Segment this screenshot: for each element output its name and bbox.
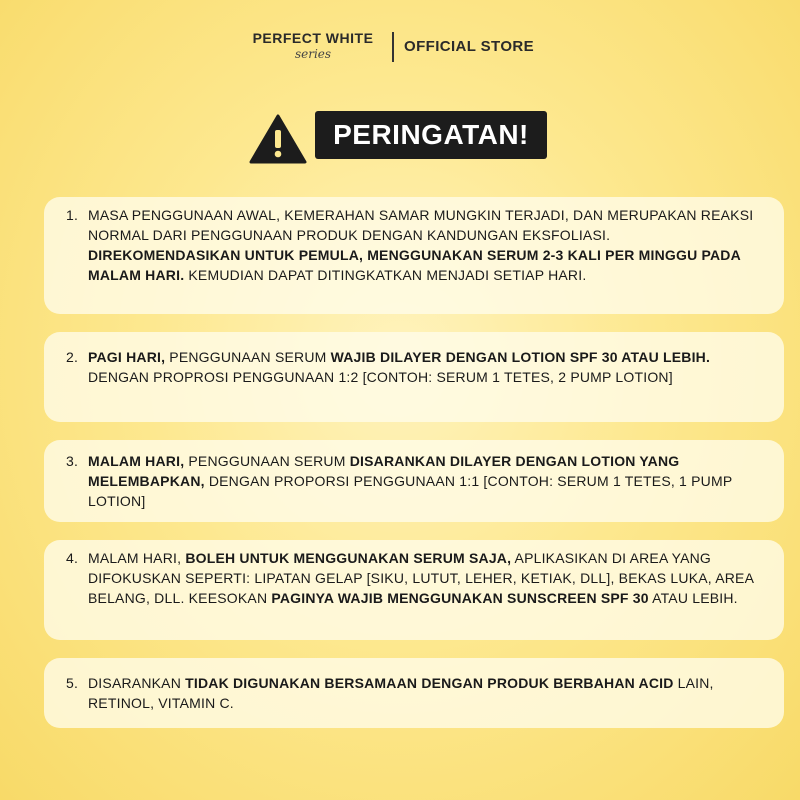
item-text-regular: MALAM HARI, [88, 550, 186, 566]
item-text-bold: MALAM HARI, [88, 453, 185, 469]
brand-subtitle: series [294, 47, 332, 61]
item-text-regular: DENGAN PROPROSI PENGGUNAAN 1:2 [CONTOH: SERUM 1 TETES, 2 PUMP LOTION] [88, 369, 673, 385]
item-text [88, 205, 764, 314]
item-text-regular: DISARANKAN [88, 675, 186, 691]
item-text [88, 451, 764, 522]
item-text [88, 673, 764, 728]
warning-item-3 [44, 440, 784, 522]
item-text-bold: PAGI HARI, [88, 349, 166, 365]
warning-item-2 [44, 332, 784, 422]
item-number: 5. [66, 675, 79, 691]
item-text [88, 347, 764, 422]
item-number: 4. [66, 550, 79, 566]
header [0, 30, 800, 70]
item-text-regular: ATAU LEBIH. [648, 590, 738, 606]
item-number: 1. [66, 207, 79, 223]
brand-logo [247, 30, 379, 62]
item-text-regular: KEMUDIAN DAPAT DITINGKATKAN MENJADI SETIAP HARI. [184, 267, 587, 283]
item-number: 3. [66, 453, 79, 469]
item-number: 2. [66, 349, 79, 365]
item-text-bold: DISARANKAN DILAYER DENGAN LOTION YANG MELEMBAPKAN, [88, 453, 680, 489]
store-label: OFFICIAL STORE [404, 38, 535, 55]
item-text-bold: PAGINYA WAJIB MENGGUNAKAN SUNSCREEN SPF 30 [271, 590, 649, 606]
warning-item-4 [44, 540, 784, 640]
warning-item-5 [44, 658, 784, 728]
item-text-regular: PENGGUNAAN SERUM [165, 349, 331, 365]
brand-name: PERFECT WHITE [252, 30, 374, 46]
item-text-regular: PENGGUNAAN SERUM [184, 453, 350, 469]
item-text-bold: TIDAK DIGUNAKAN BERSAMAAN DENGAN PRODUK BERBAHAN ACID [185, 675, 674, 691]
page-title: PERINGATAN! [315, 111, 547, 159]
item-text-bold: WAJIB DILAYER DENGAN LOTION SPF 30 ATAU LEBIH. [330, 349, 711, 365]
item-text [88, 548, 764, 640]
warning-item-1 [44, 197, 784, 314]
item-text-regular: DENGAN PROPORSI PENGGUNAAN 1:1 [CONTOH: SERUM 1 TETES, 1 PUMP LOTION] [88, 473, 733, 509]
header-divider [392, 32, 394, 62]
warning-triangle-icon [249, 114, 307, 164]
item-text-regular: APLIKASIKAN DI AREA YANG DIFOKUSKAN SEPERTI: LIPATAN GELAP [SIKU, LUTUT, LEHER, KETIAK, DLL], BEKAS LUKA, AREA BELANG, DLL. KEESOKAN [88, 550, 754, 606]
item-text-regular: LAIN, RETINOL, VITAMIN C. [88, 675, 714, 711]
item-text-bold: BOLEH UNTUK MENGGUNAKAN SERUM SAJA, [185, 550, 512, 566]
item-text-regular: MASA PENGGUNAAN AWAL, KEMERAHAN SAMAR MUNGKIN TERJADI, DAN MERUPAKAN REAKSI NORMAL DARI PENGGUNAAN PRODUK DENGAN KANDUNGAN EKSFOLIASI. [88, 207, 754, 243]
item-text-bold: DIREKOMENDASIKAN UNTUK PEMULA, MENGGUNAKAN SERUM 2-3 KALI PER MINGGU PADA MALAM HARI. [88, 247, 741, 283]
